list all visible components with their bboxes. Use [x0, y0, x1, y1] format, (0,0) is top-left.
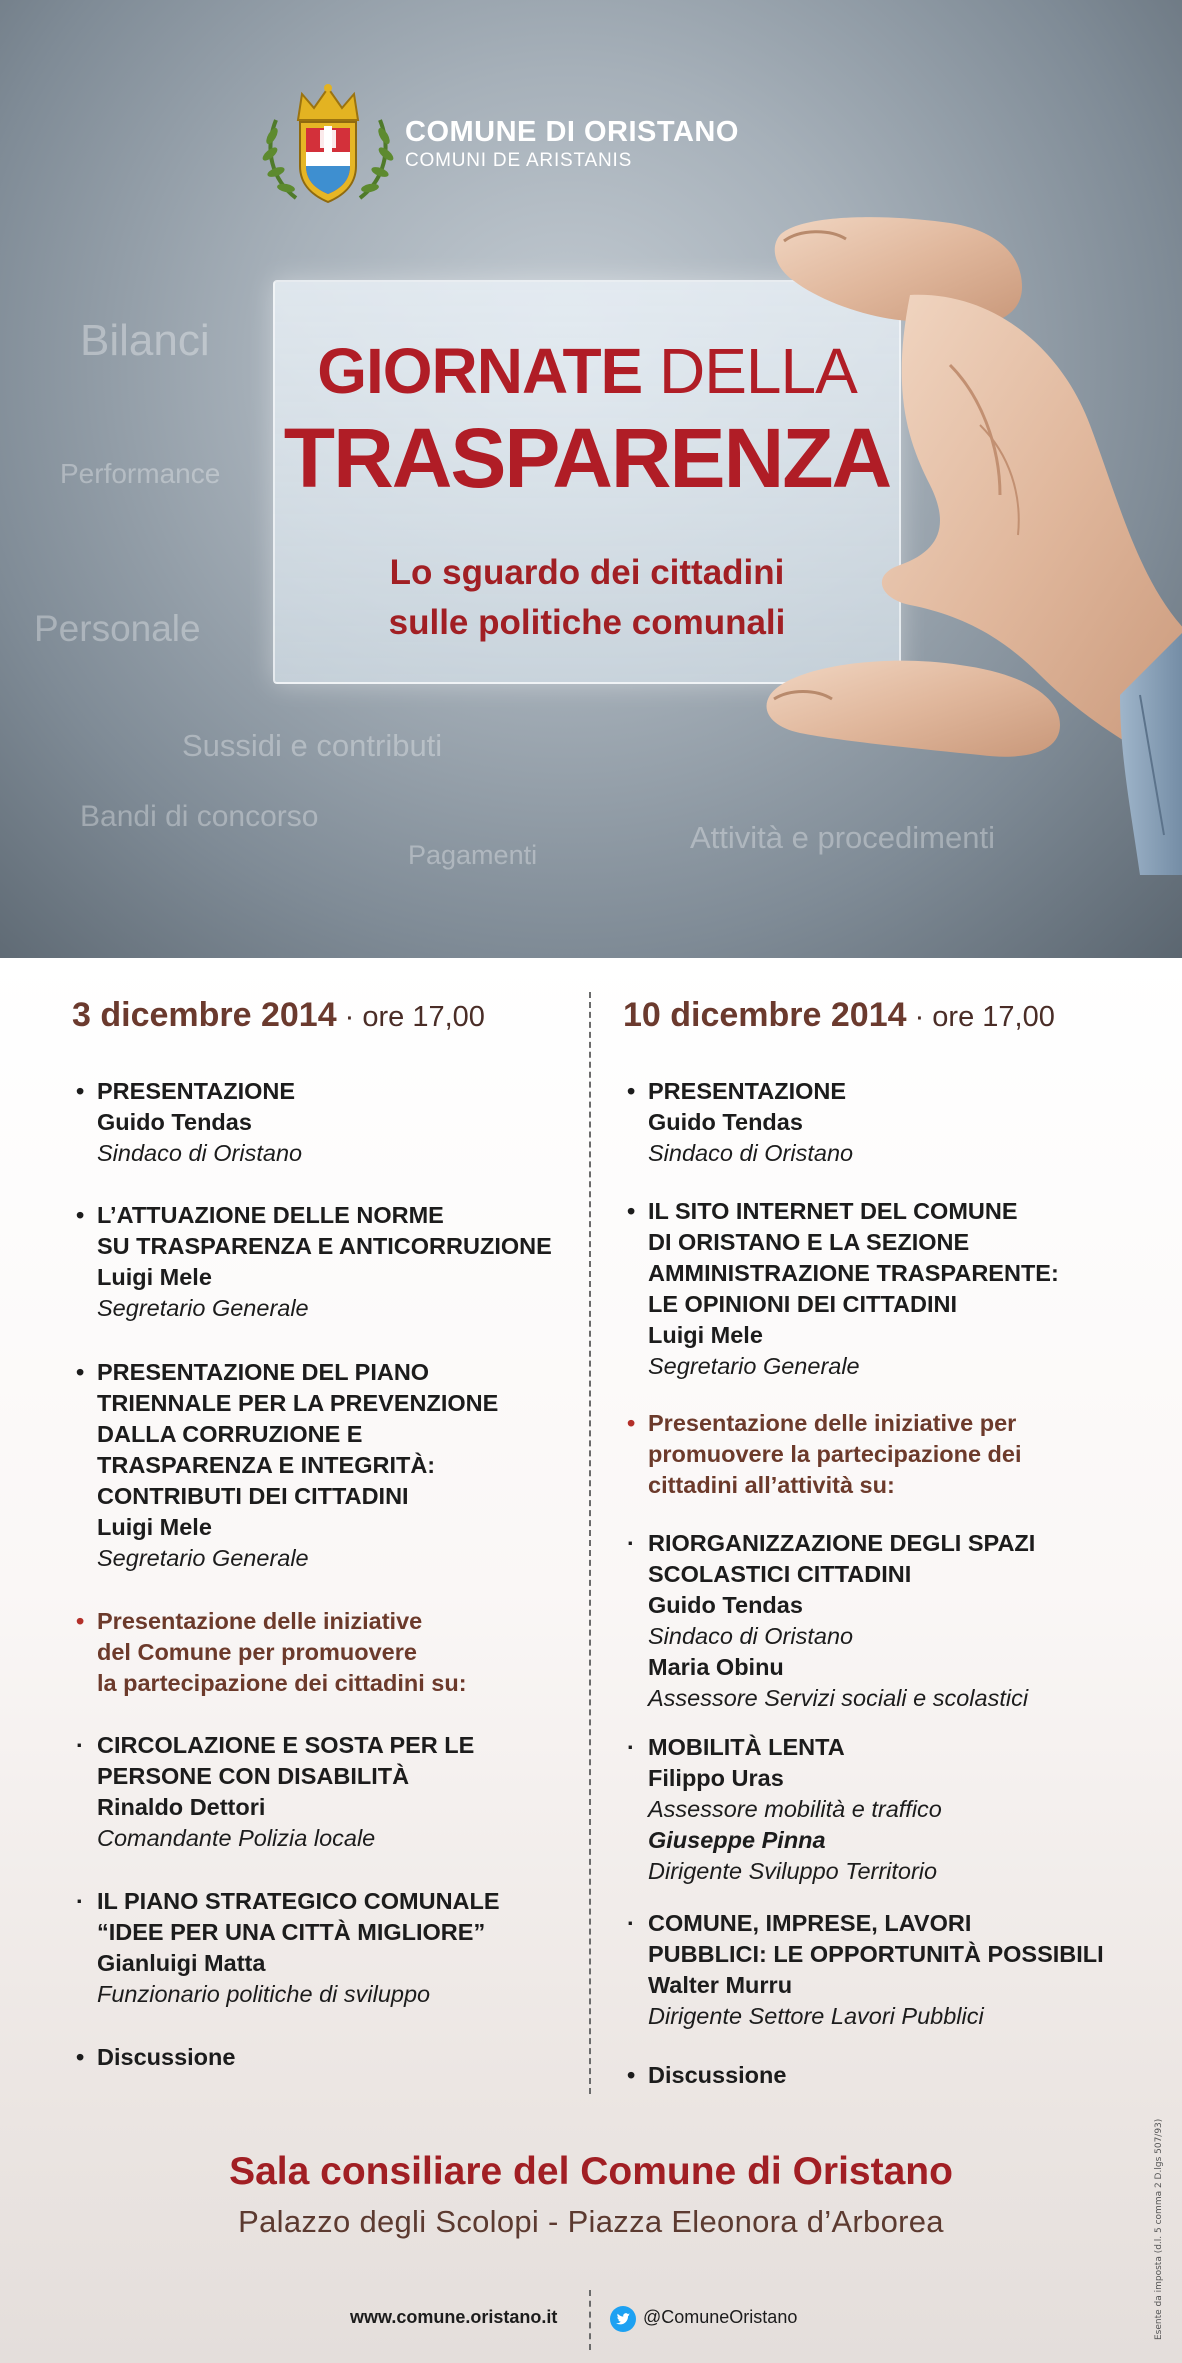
item-body	[648, 1528, 1035, 1714]
item-body	[648, 1408, 1022, 1501]
title-della: DELLA	[642, 335, 857, 407]
day1-item-attuazione	[72, 1200, 552, 1324]
speaker-role: Sindaco di Oristano	[648, 1140, 854, 1166]
bullet-icon: ·	[627, 1530, 635, 1556]
title-giornate: GIORNATE	[317, 335, 643, 407]
day2-item-sito-internet	[623, 1196, 1059, 1382]
bullet-icon: •	[76, 1078, 85, 1104]
item-title: del Comune per promuovere	[97, 1639, 417, 1665]
item-title: Presentazione delle iniziative	[97, 1608, 423, 1634]
speaker-role: Funzionario politiche di sviluppo	[97, 1981, 431, 2007]
item-body	[97, 2042, 235, 2073]
bullet-icon: ·	[76, 1732, 84, 1758]
item-title: PRESENTAZIONE	[648, 1078, 847, 1104]
day2-item-discussione	[623, 2060, 786, 2091]
speaker-role: Dirigente Settore Lavori Pubblici	[648, 2003, 984, 2029]
day2-item-presentazione	[623, 1076, 853, 1169]
twitter-bird-icon	[610, 2306, 636, 2332]
venue-address: Palazzo degli Scolopi - Piazza Eleonora d’Arborea	[238, 2204, 944, 2239]
hand-image	[760, 195, 1182, 875]
speaker-name: Guido Tendas	[97, 1109, 252, 1135]
legal-note	[1154, 2040, 1166, 2340]
org-name: COMUNE DI ORISTANO	[405, 116, 739, 148]
item-body	[648, 1076, 853, 1169]
coat-of-arms-icon	[258, 80, 398, 210]
speaker-role: Comandante Polizia locale	[97, 1825, 376, 1851]
item-title: Discussione	[648, 2062, 787, 2088]
bullet-icon: •	[76, 1202, 85, 1228]
bullet-icon: •	[76, 1359, 85, 1385]
title-trasparenza: TRASPARENZA	[283, 411, 891, 505]
item-body	[97, 1357, 498, 1574]
day2-item-imprese	[623, 1908, 1104, 2032]
bg-word-personale: Personale	[34, 608, 201, 649]
speaker-name: Luigi Mele	[648, 1322, 763, 1348]
speaker-name: Walter Murru	[648, 1972, 793, 1998]
item-title: cittadini all’attività su:	[648, 1472, 895, 1498]
bg-word-performance: Performance	[60, 458, 221, 489]
item-title: la partecipazione dei cittadini su:	[97, 1670, 467, 1696]
item-body	[648, 2060, 786, 2091]
day1-item-circolazione	[72, 1730, 474, 1854]
item-body	[648, 1196, 1059, 1382]
website-link[interactable]: www.comune.oristano.it	[350, 2307, 558, 2327]
bg-word-bilanci: Bilanci	[80, 316, 210, 365]
item-title: SCOLASTICI CITTADINI	[648, 1561, 912, 1587]
bullet-icon: ·	[627, 1734, 635, 1760]
item-title: “IDEE PER UNA CITTÀ MIGLIORE”	[97, 1919, 486, 1945]
venue-title: Sala consiliare del Comune di Oristano	[229, 2150, 953, 2193]
day1-date	[72, 996, 485, 1035]
item-title: Presentazione delle iniziative per	[648, 1410, 1017, 1436]
bg-word-pagamenti: Pagamenti	[408, 840, 538, 870]
item-title: CONTRIBUTI DEI CITTADINI	[97, 1483, 409, 1509]
item-title: PERSONE CON DISABILITÀ	[97, 1763, 410, 1789]
day1-time: · ore 17,00	[336, 1001, 485, 1033]
speaker-name: Guido Tendas	[648, 1592, 803, 1618]
bullet-icon: ·	[76, 1888, 84, 1914]
speaker-role: Sindaco di Oristano	[648, 1623, 854, 1649]
item-title: TRASPARENZA E INTEGRITÀ:	[97, 1452, 436, 1478]
bg-word-sussidi: Sussidi e contributi	[182, 728, 443, 763]
speaker-name: Maria Obinu	[648, 1654, 784, 1680]
hero-banner	[0, 0, 1182, 958]
org-subtitle: COMUNI DE ARISTANIS	[405, 150, 633, 171]
speaker-name: Guido Tendas	[648, 1109, 803, 1135]
day1-item-presentazione	[72, 1076, 302, 1169]
speaker-name: Gianluigi Matta	[97, 1950, 266, 1976]
bullet-icon: •	[627, 1078, 636, 1104]
subtitle-line-2: sulle politiche comunali	[388, 603, 786, 642]
item-title: L’ATTUAZIONE DELLE NORME	[97, 1202, 444, 1228]
day2-date-text: 10 dicembre 2014	[623, 996, 907, 1034]
item-body	[97, 1200, 552, 1324]
day1-item-piano	[72, 1357, 498, 1574]
item-title: Discussione	[97, 2044, 236, 2070]
bullet-icon: •	[627, 1198, 636, 1224]
legal-note-text: Esente da imposta (d.l. 5 comma 2 D.lgs 507/93)	[1154, 2118, 1164, 2340]
speaker-role: Dirigente Sviluppo Territorio	[648, 1858, 938, 1884]
item-title: AMMINISTRAZIONE TRASPARENTE:	[648, 1260, 1059, 1286]
bg-word-attivita: Attività e procedimenti	[690, 820, 995, 855]
speaker-name: Giuseppe Pinna	[648, 1827, 826, 1853]
speaker-name: Luigi Mele	[97, 1514, 212, 1540]
day1-item-discussione	[72, 2042, 235, 2073]
day2-item-riorganizzazione	[623, 1528, 1035, 1714]
bg-word-bandi: Bandi di concorso	[80, 800, 319, 833]
speaker-name: Rinaldo Dettori	[97, 1794, 266, 1820]
day2-item-iniziative	[623, 1408, 1022, 1501]
item-title: PUBBLICI: LE OPPORTUNITÀ POSSIBILI	[648, 1941, 1104, 1967]
item-body	[648, 1908, 1104, 2032]
item-body	[97, 1606, 467, 1699]
item-body	[97, 1886, 500, 2010]
item-title: RIORGANIZZAZIONE DEGLI SPAZI	[648, 1530, 1036, 1556]
day1-item-iniziative	[72, 1606, 467, 1699]
item-title: IL SITO INTERNET DEL COMUNE	[648, 1198, 1018, 1224]
day2-item-mobilita	[623, 1732, 942, 1887]
item-title: CIRCOLAZIONE E SOSTA PER LE	[97, 1732, 475, 1758]
item-title: TRIENNALE PER LA PREVENZIONE	[97, 1390, 499, 1416]
day2-time: · ore 17,00	[906, 1001, 1055, 1033]
column-divider	[589, 992, 591, 2094]
speaker-name: Filippo Uras	[648, 1765, 784, 1791]
bullet-icon: ·	[627, 1910, 635, 1936]
speaker-role: Sindaco di Oristano	[97, 1140, 303, 1166]
item-title: PRESENTAZIONE	[97, 1078, 296, 1104]
speaker-role: Assessore Servizi sociali e scolastici	[648, 1685, 1029, 1711]
bullet-icon: •	[627, 2062, 636, 2088]
bullet-icon: •	[76, 2044, 85, 2070]
item-title: SU TRASPARENZA E ANTICORRUZIONE	[97, 1233, 552, 1259]
item-title: LE OPINIONI DEI CITTADINI	[648, 1291, 957, 1317]
speaker-name: Luigi Mele	[97, 1264, 212, 1290]
speaker-role: Segretario Generale	[97, 1545, 309, 1571]
item-title: IL PIANO STRATEGICO COMUNALE	[97, 1888, 500, 1914]
day1-item-piano-strategico	[72, 1886, 500, 2010]
day1-date-text: 3 dicembre 2014	[72, 996, 337, 1034]
item-body	[97, 1076, 302, 1169]
speaker-role: Segretario Generale	[97, 1295, 309, 1321]
item-body	[97, 1730, 474, 1854]
subtitle-line-1: Lo sguardo dei cittadini	[389, 553, 785, 592]
item-title: PRESENTAZIONE DEL PIANO	[97, 1359, 430, 1385]
item-body	[648, 1732, 942, 1887]
item-title: COMUNE, IMPRESE, LAVORI	[648, 1910, 972, 1936]
bullet-icon: •	[76, 1608, 85, 1634]
item-title: DALLA CORRUZIONE E	[97, 1421, 363, 1447]
day2-date	[623, 996, 1055, 1035]
speaker-role: Assessore mobilità e traffico	[648, 1796, 942, 1822]
twitter-handle[interactable]: @ComuneOristano	[643, 2307, 798, 2327]
item-title: promuovere la partecipazione dei	[648, 1441, 1022, 1467]
item-title: MOBILITÀ LENTA	[648, 1734, 845, 1760]
bullet-icon: •	[627, 1410, 636, 1436]
item-title: DI ORISTANO E LA SEZIONE	[648, 1229, 970, 1255]
speaker-role: Segretario Generale	[648, 1353, 860, 1379]
footer-divider	[589, 2290, 591, 2350]
